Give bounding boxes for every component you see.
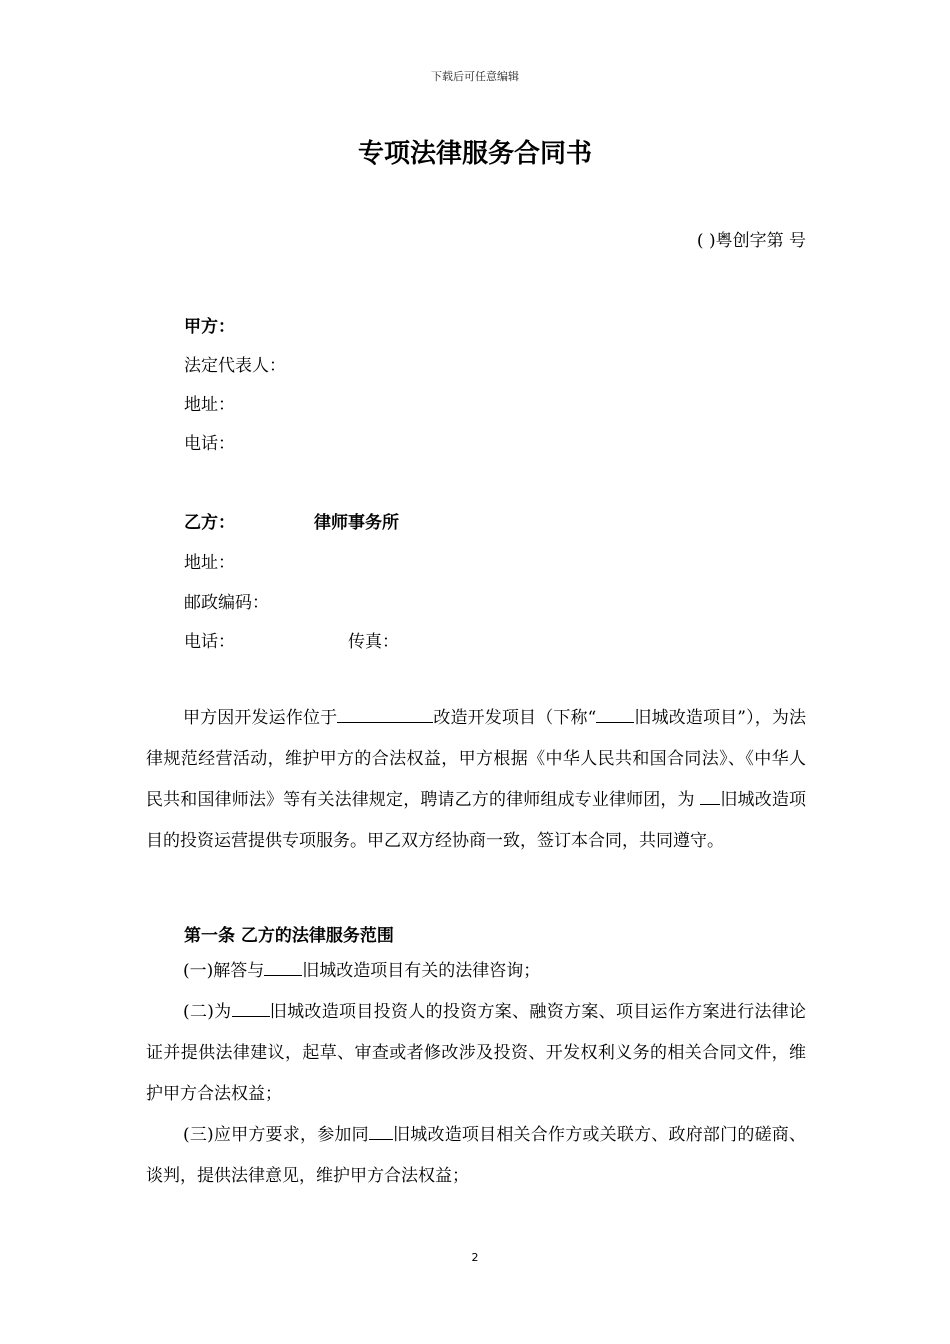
article-1-item-2 (146, 992, 806, 1115)
party-a-label: 甲方： (184, 317, 235, 337)
intro-paragraph (146, 698, 806, 862)
party-b-address: 地址： (184, 553, 235, 573)
item-2-text-a: (二)为 (183, 1002, 232, 1022)
party-a-phone: 电话： (184, 434, 235, 454)
party-b-postcode: 邮政编码： (184, 593, 269, 613)
party-a-representative: 法定代表人： (184, 356, 286, 376)
article-1-item-1 (146, 951, 806, 992)
intro-text-2: 改造开发项目（下称“ (433, 708, 597, 728)
blank-project-name (596, 708, 634, 723)
header-note: 下载后可任意编辑 (431, 70, 519, 83)
item-2-text-b: 旧城改造项目投资人的投资方案、融资方案、项目运作方案进行法律论证并提供法律建议，起草、审查或者修改涉及投资、开发权利义务的相关合同文件，维护甲方合法权益； (146, 1002, 807, 1104)
page-title: 专项法律服务合同书 (357, 139, 592, 169)
blank-project-name-2 (700, 790, 720, 805)
blank-item-2 (232, 1002, 270, 1017)
article-1-heading: 第一条 乙方的法律服务范围 (184, 926, 394, 946)
blank-location (337, 708, 433, 723)
intro-text-3: 旧城改造项目”），为法律规范经营活动，维护甲方的合法权益，甲方根据《中华人民共和国合同法》、《中华人民共和国律师法》等有关法律规定，聘请乙方的律师组成专业律师团，为 (146, 708, 806, 810)
party-a-address: 地址： (184, 395, 235, 415)
item-3-text-b: 旧城改造项目相关合作方或关联方、政府部门的磋商、谈判，提供法律意见，维护甲方合法权益； (146, 1125, 806, 1186)
party-b-phone: 电话： (184, 632, 235, 652)
party-b-label: 乙方： (184, 513, 235, 533)
item-1-text-b: 旧城改造项目有关的法律咨询； (302, 961, 541, 981)
blank-item-1 (264, 961, 302, 976)
intro-text-1: 甲方因开发运作位于 (183, 708, 338, 728)
party-b-fax: 传真： (348, 632, 399, 652)
page-number: 2 (471, 1251, 479, 1264)
blank-item-3 (369, 1125, 393, 1140)
item-1-text-a: (一)解答与 (183, 961, 265, 981)
party-b-name: 律师事务所 (314, 513, 399, 533)
item-3-text-a: (三)应甲方要求，参加同 (183, 1125, 369, 1145)
intro-text-4: 旧城改造项目的投资运营提供专项服务。甲乙双方经协商一致，签订本合同，共同遵守。 (146, 790, 807, 851)
document-number: ( )粤创字第 号 (696, 231, 806, 251)
article-1-item-3 (146, 1115, 806, 1197)
